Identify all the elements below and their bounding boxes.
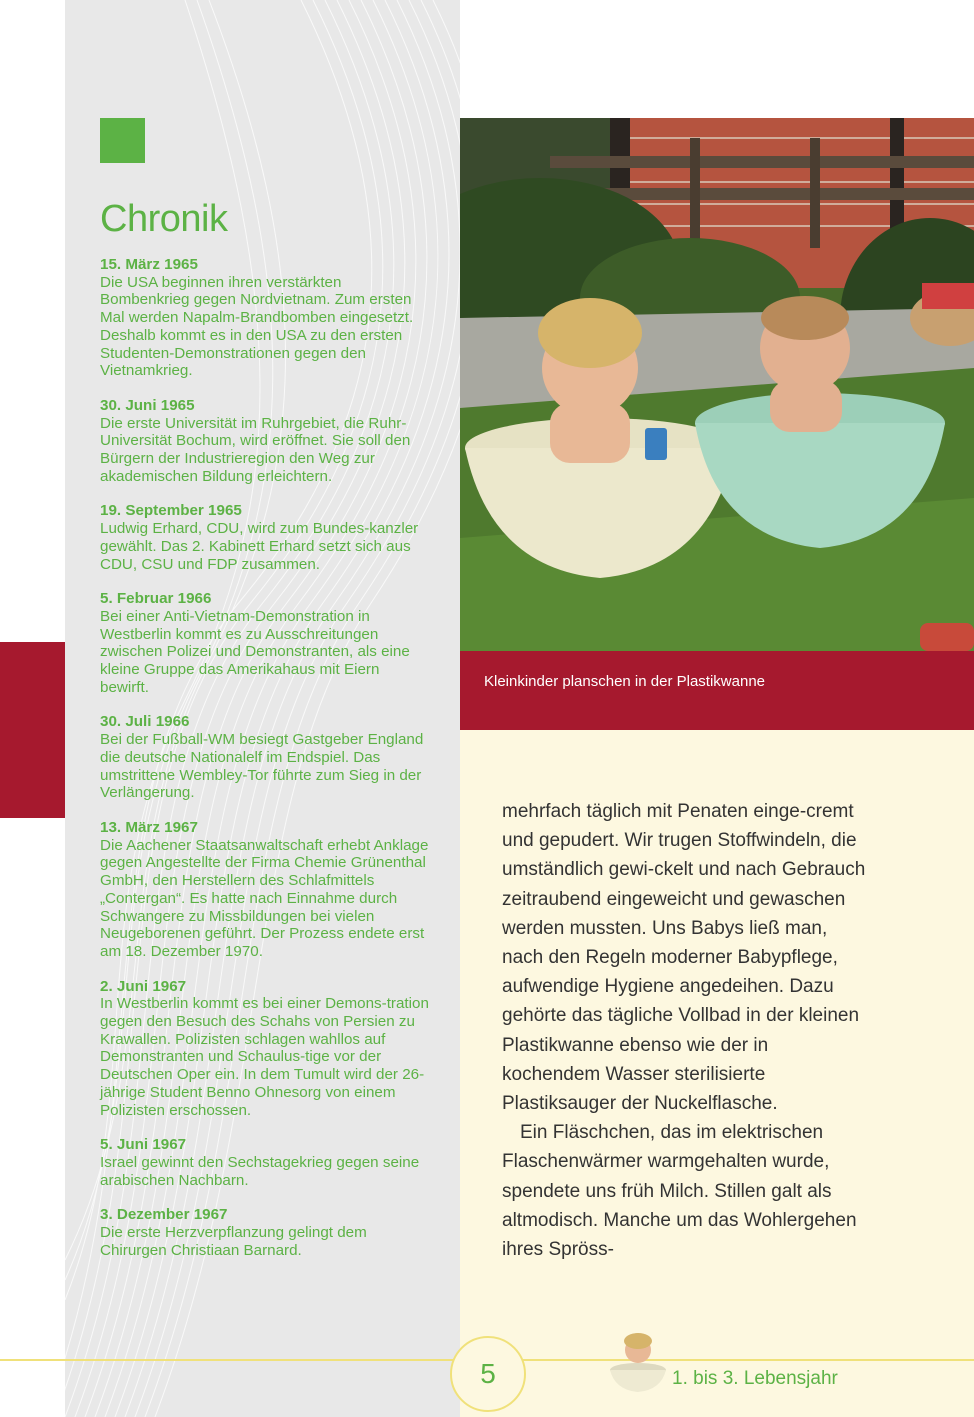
entry-date: 19. September 1965 xyxy=(100,502,242,520)
entry-text: Die erste Universität im Ruhrgebiet, die Ruhr-Universität Bochum, wird eröffnet. Sie soll den Bürgern der Industrieregion den Weg zur akademischen Bildung erleichtern. xyxy=(100,414,411,485)
entry-text: Die Aachener Staatsanwaltschaft erhebt Anklage gegen Angestellte der Firma Chemie Grünenthal GmbH, den Herstellern des Schlafmittels „Contergan“. Es hatte nach Einnahme durch Schwangere zu Missbildungen bei vielen Neugeborenen geführt. Der Prozess endete erst am 18. Dezember 1970. xyxy=(100,836,429,960)
chronik-entry xyxy=(100,978,430,1120)
chronik-entry xyxy=(100,590,430,696)
photo-caption-bar xyxy=(460,651,974,730)
body-text xyxy=(502,797,867,1264)
entry-date: 30. Juni 1965 xyxy=(100,396,195,414)
entry-text: In Westberlin kommt es bei einer Demons-tration gegen den Besuch des Schahs von Persien zu Krawallen. Polizisten schlagen wahllos auf Demonstranten und Schaulus-tige vor der Deutschen Oper ein. In dem Tumult wird der 26-jährige Student Benno Ohnesorg von einem Polizisten erschossen. xyxy=(100,995,429,1119)
chronik-entries xyxy=(100,256,430,1276)
chronik-entry xyxy=(100,502,430,573)
entry-text: Israel gewinnt den Sechstagekrieg gegen seine arabischen Nachbarn. xyxy=(100,1153,420,1189)
green-square-marker xyxy=(100,118,145,163)
entry-date: 5. Februar 1966 xyxy=(100,590,212,608)
baby-in-tub-thumbnail xyxy=(605,1328,671,1394)
entry-text: Die USA beginnen ihren verstärkten Bombenkrieg gegen Nordvietnam. Zum ersten Mal werden Napalm-Brandbomben eingesetzt. Deshalb kommt es in den USA zu den ersten Studenten-Demonstrationen gegen den Vietnamkrieg. xyxy=(100,273,414,380)
entry-date: 30. Juli 1966 xyxy=(100,713,190,731)
entry-date: 5. Juni 1967 xyxy=(100,1136,187,1154)
chronik-entry xyxy=(100,397,430,486)
entry-date: 13. März 1967 xyxy=(100,818,198,836)
entry-text: Bei der Fußball-WM besiegt Gastgeber England die deutsche Nationalelf im Endspiel. Das umstrittene Wembley-Tor führte zum Sieg in der Verlängerung. xyxy=(100,731,424,802)
entry-text: Bei einer Anti-Vietnam-Demonstration in Westberlin kommt es zu Ausschreitungen zwischen Polizei und Demonstranten, als eine kleine Gruppe das Amerikahaus mit Eiern bewirft. xyxy=(100,607,410,696)
chronik-entry xyxy=(100,819,430,961)
body-paragraph-1: mehrfach täglich mit Penaten einge-cremt und gepudert. Wir trugen Stoffwindeln, die umständlich gewi-ckelt und nach Gebrauch zeitraubend eingeweicht und gewaschen werden mussten. Uns Babys ließ man, nach den Regeln moderner Babypflege, aufwendige Hygiene angedeihen. Dazu gehörte das tägliche Vollbad in der kleinen Plastikwanne ebenso wie der in kochendem Wasser sterilisierte Plastiksauger der Nuckelflasche. xyxy=(502,801,866,1115)
entry-date: 2. Juni 1967 xyxy=(100,977,187,995)
footer-section-title: 1. bis 3. Lebensjahr xyxy=(672,1368,838,1389)
chronik-title: Chronik xyxy=(100,198,228,240)
entry-text: Die erste Herzverpflanzung gelingt dem Chirurgen Christiaan Barnard. xyxy=(100,1224,367,1259)
red-accent-bar-left xyxy=(0,642,65,818)
chronik-entry xyxy=(100,713,430,802)
entry-date: 15. März 1965 xyxy=(100,256,198,273)
photo-caption: Kleinkinder planschen in der Plastikwanne xyxy=(484,673,766,690)
entry-text: Ludwig Erhard, CDU, wird zum Bundes-kanzler gewählt. Das 2. Kabinett Erhard setzt sich aus CDU, CSU und FDP zusammen. xyxy=(100,520,419,573)
entry-date: 3. Dezember 1967 xyxy=(100,1206,228,1224)
page-number: 5 xyxy=(450,1336,526,1412)
body-paragraph-2: Ein Fläschchen, das im elektrischen Flaschenwärmer warmgehalten wurde, spendete uns früh Milch. Stillen galt als altmodisch. Manche um das Wohlergehen ihres Spröss- xyxy=(502,1122,857,1261)
chronik-entry xyxy=(100,1136,430,1189)
chronik-entry xyxy=(100,1206,430,1259)
chronik-entry xyxy=(100,256,430,380)
photo-children-in-tubs xyxy=(460,118,974,651)
